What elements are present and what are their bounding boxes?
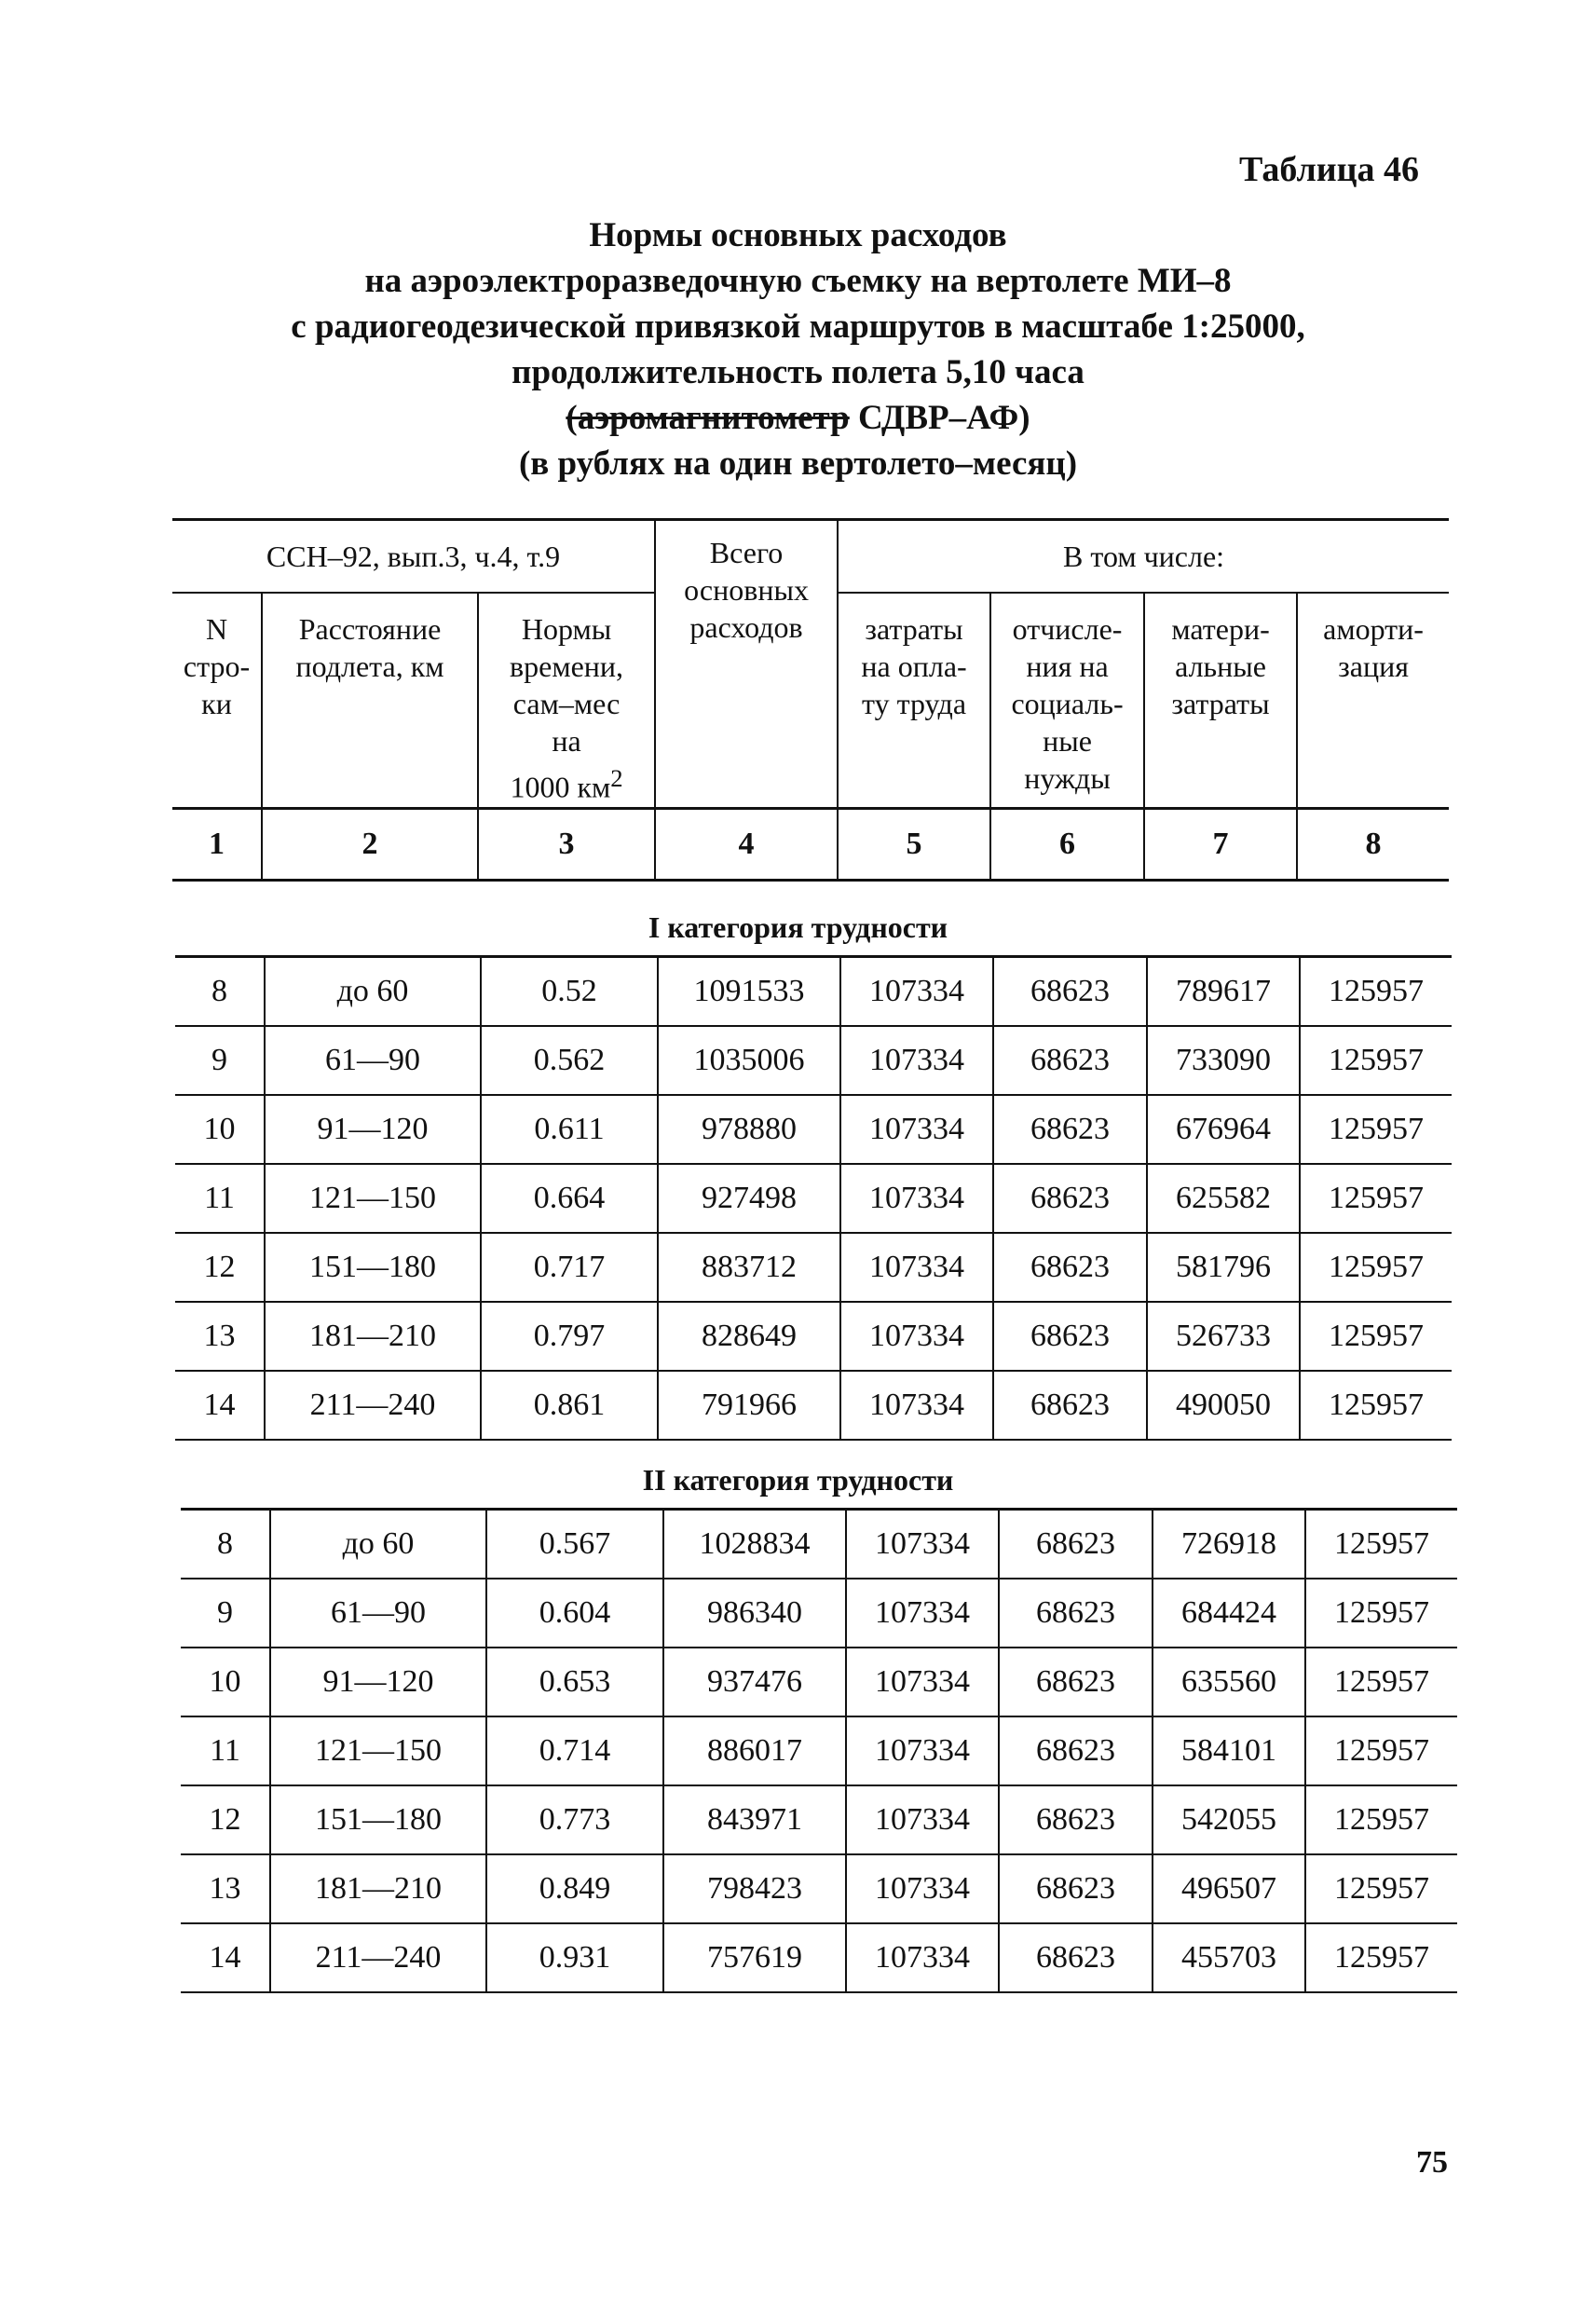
labor-cost-cell: 107334: [840, 957, 993, 1027]
header-line: аморти-: [1323, 611, 1424, 646]
total-cost-cell: 978880: [658, 1095, 840, 1164]
depreciation-cell: 125957: [1305, 1716, 1457, 1785]
depreciation-cell: 125957: [1300, 1026, 1452, 1095]
header-line: времени,: [510, 649, 624, 683]
total-cost-cell: 828649: [658, 1302, 840, 1371]
time-norm-cell: 0.604: [486, 1579, 663, 1648]
social-charges-cell: 68623: [999, 1923, 1153, 1992]
table-row: [175, 1164, 1452, 1233]
material-cost-cell: 490050: [1147, 1371, 1300, 1440]
distance-cell: 181—210: [270, 1854, 486, 1923]
header-total: [655, 520, 838, 809]
distance-cell: 121—150: [270, 1716, 486, 1785]
unit-text: 1000 км: [510, 770, 611, 804]
time-norm-cell: 0.861: [481, 1371, 658, 1440]
category-2-table: [181, 1508, 1457, 1993]
time-norm-cell: 0.52: [481, 957, 658, 1027]
time-norm-cell: 0.714: [486, 1716, 663, 1785]
total-cost-cell: 1028834: [663, 1510, 846, 1579]
social-charges-cell: 68623: [993, 1233, 1147, 1302]
table-row: [181, 1648, 1457, 1716]
row-number-cell: 11: [175, 1164, 265, 1233]
labor-cost-cell: 107334: [840, 1026, 993, 1095]
labor-cost-cell: 107334: [846, 1579, 999, 1648]
total-cost-cell: 1091533: [658, 957, 840, 1027]
distance-cell: 151—180: [265, 1233, 481, 1302]
header-depreciation: [1297, 593, 1449, 809]
labor-cost-cell: 107334: [840, 1233, 993, 1302]
table-label: Таблица 46: [1239, 150, 1420, 189]
labor-cost-cell: 107334: [846, 1648, 999, 1716]
title-line-3: с радиогеодезической привязкой маршрутов в масштабе 1:25000,: [291, 308, 1305, 346]
column-number: 1: [172, 809, 262, 881]
table-row: [181, 1510, 1457, 1579]
header-line: матери-: [1171, 611, 1270, 646]
column-number: 5: [838, 809, 990, 881]
depreciation-cell: 125957: [1305, 1510, 1457, 1579]
depreciation-cell: 125957: [1305, 1648, 1457, 1716]
labor-cost-cell: 107334: [846, 1785, 999, 1854]
header-line: затраты: [1171, 686, 1270, 720]
social-charges-cell: 68623: [999, 1854, 1153, 1923]
table-title: [0, 212, 1596, 486]
depreciation-cell: 125957: [1300, 1302, 1452, 1371]
header-total-line: расходов: [689, 610, 803, 644]
depreciation-cell: 125957: [1305, 1579, 1457, 1648]
column-number: 6: [990, 809, 1144, 881]
distance-cell: 91—120: [265, 1095, 481, 1164]
total-cost-cell: 798423: [663, 1854, 846, 1923]
distance-cell: 121—150: [265, 1164, 481, 1233]
row-number-cell: 13: [175, 1302, 265, 1371]
distance-cell: до 60: [270, 1510, 486, 1579]
row-number-cell: 8: [175, 957, 265, 1027]
header-line: на опла-: [861, 649, 967, 683]
table-row: [181, 1785, 1457, 1854]
time-norm-cell: 0.849: [486, 1854, 663, 1923]
header-line: зация: [1338, 649, 1409, 683]
distance-cell: 61—90: [265, 1026, 481, 1095]
depreciation-cell: 125957: [1300, 1371, 1452, 1440]
header-line: N: [205, 611, 228, 646]
labor-cost-cell: 107334: [840, 1164, 993, 1233]
header-line: на: [552, 723, 581, 758]
total-cost-cell: 843971: [663, 1785, 846, 1854]
distance-cell: до 60: [265, 957, 481, 1027]
header-social-charges: [990, 593, 1144, 809]
distance-cell: 211—240: [265, 1371, 481, 1440]
time-norm-cell: 0.562: [481, 1026, 658, 1095]
table-row: [175, 1095, 1452, 1164]
labor-cost-cell: 107334: [840, 1302, 993, 1371]
social-charges-cell: 68623: [999, 1785, 1153, 1854]
social-charges-cell: 68623: [999, 1579, 1153, 1648]
header-time-norms: [478, 593, 655, 809]
depreciation-cell: 125957: [1300, 1095, 1452, 1164]
table-header: [172, 518, 1449, 882]
material-cost-cell: 581796: [1147, 1233, 1300, 1302]
row-number-cell: 14: [175, 1371, 265, 1440]
depreciation-cell: 125957: [1305, 1923, 1457, 1992]
labor-cost-cell: 107334: [840, 1095, 993, 1164]
total-cost-cell: 883712: [658, 1233, 840, 1302]
header-distance: [262, 593, 478, 809]
labor-cost-cell: 107334: [846, 1854, 999, 1923]
material-cost-cell: 542055: [1153, 1785, 1305, 1854]
title-line-1: Нормы основных расходов: [589, 216, 1007, 254]
row-number-cell: 13: [181, 1854, 270, 1923]
header-line: ки: [201, 686, 232, 720]
title-line-5: [0, 395, 1596, 441]
header-line: отчисле-: [1012, 611, 1123, 646]
row-number-cell: 12: [181, 1785, 270, 1854]
material-cost-cell: 526733: [1147, 1302, 1300, 1371]
labor-cost-cell: 107334: [840, 1371, 993, 1440]
social-charges-cell: 68623: [993, 957, 1147, 1027]
header-line: Нормы: [521, 611, 612, 646]
social-charges-cell: 68623: [999, 1716, 1153, 1785]
table-row: [175, 957, 1452, 1027]
category-1-table: [175, 955, 1452, 1441]
table-row: [175, 1371, 1452, 1440]
row-number-cell: 14: [181, 1923, 270, 1992]
row-number-cell: 11: [181, 1716, 270, 1785]
header-line: социаль-: [1011, 686, 1124, 720]
material-cost-cell: 625582: [1147, 1164, 1300, 1233]
column-number: 8: [1365, 827, 1382, 861]
table-row: [181, 1579, 1457, 1648]
category-title: I категория трудности: [648, 910, 948, 944]
total-cost-cell: 791966: [658, 1371, 840, 1440]
row-number-cell: 10: [175, 1095, 265, 1164]
title-line-6: (в рублях на один вертолето–месяц): [518, 444, 1078, 483]
title-line-4: продолжительность полета 5,10 часа: [512, 353, 1084, 391]
title-line-2: на аэроэлектроразведочную съемку на вертолете МИ–8: [364, 262, 1232, 300]
time-norm-cell: 0.653: [486, 1648, 663, 1716]
material-cost-cell: 789617: [1147, 957, 1300, 1027]
time-norm-cell: 0.567: [486, 1510, 663, 1579]
time-norm-cell: 0.773: [486, 1785, 663, 1854]
social-charges-cell: 68623: [999, 1510, 1153, 1579]
table-row: [181, 1716, 1457, 1785]
material-cost-cell: 684424: [1153, 1579, 1305, 1648]
distance-cell: 91—120: [270, 1648, 486, 1716]
labor-cost-cell: 107334: [846, 1510, 999, 1579]
labor-cost-cell: 107334: [846, 1716, 999, 1785]
social-charges-cell: 68623: [993, 1026, 1147, 1095]
column-number: 3: [478, 809, 655, 881]
header-line: альные: [1175, 649, 1266, 683]
struck-text: (аэромагнитометр: [566, 399, 850, 437]
header-line: Расстояние: [298, 611, 442, 646]
depreciation-cell: 125957: [1300, 1233, 1452, 1302]
time-norm-cell: 0.931: [486, 1923, 663, 1992]
time-norm-cell: 0.717: [481, 1233, 658, 1302]
header-line: [479, 759, 654, 806]
header-line: ные: [1043, 723, 1092, 758]
depreciation-cell: 125957: [1300, 957, 1452, 1027]
header-line: подлета, км: [295, 649, 444, 683]
material-cost-cell: 676964: [1147, 1095, 1300, 1164]
depreciation-cell: 125957: [1300, 1164, 1452, 1233]
header-row-number: [172, 593, 262, 809]
header-labor-costs: [838, 593, 990, 809]
distance-cell: 181—210: [265, 1302, 481, 1371]
depreciation-cell: 125957: [1305, 1854, 1457, 1923]
header-line: сам–мес: [512, 686, 621, 720]
total-cost-cell: 1035006: [658, 1026, 840, 1095]
material-cost-cell: 635560: [1153, 1648, 1305, 1716]
social-charges-cell: 68623: [993, 1371, 1147, 1440]
page-number: 75: [1416, 2145, 1448, 2180]
social-charges-cell: 68623: [993, 1164, 1147, 1233]
time-norm-cell: 0.797: [481, 1302, 658, 1371]
column-number: 7: [1144, 809, 1297, 881]
social-charges-cell: 68623: [999, 1648, 1153, 1716]
header-line: ния на: [1026, 649, 1109, 683]
header-material-costs: [1144, 593, 1297, 809]
table-row: [181, 1923, 1457, 1992]
header-line: нужды: [1024, 760, 1111, 795]
row-number-cell: 8: [181, 1510, 270, 1579]
distance-cell: 211—240: [270, 1923, 486, 1992]
material-cost-cell: 496507: [1153, 1854, 1305, 1923]
labor-cost-cell: 107334: [846, 1923, 999, 1992]
material-cost-cell: 726918: [1153, 1510, 1305, 1579]
header-line: ту труда: [862, 686, 967, 720]
header-line: стро-: [183, 649, 251, 683]
table-row: [175, 1233, 1452, 1302]
time-norm-cell: 0.611: [481, 1095, 658, 1164]
header-group-source: ССН–92, вып.3, ч.4, т.9: [172, 520, 655, 593]
material-cost-cell: 733090: [1147, 1026, 1300, 1095]
depreciation-cell: 125957: [1305, 1785, 1457, 1854]
row-number-cell: 9: [181, 1579, 270, 1648]
header-line: затраты: [865, 611, 963, 646]
title-line-5-rest: СДВР–АФ): [849, 399, 1030, 437]
distance-cell: 151—180: [270, 1785, 486, 1854]
row-number-cell: 12: [175, 1233, 265, 1302]
category-title: II категория трудности: [642, 1463, 954, 1497]
total-cost-cell: 927498: [658, 1164, 840, 1233]
material-cost-cell: 584101: [1153, 1716, 1305, 1785]
column-number: 4: [655, 809, 838, 881]
total-cost-cell: 757619: [663, 1923, 846, 1992]
header-total-line: основных: [684, 573, 809, 607]
total-cost-cell: 986340: [663, 1579, 846, 1648]
header-group-breakdown: В том числе:: [838, 520, 1449, 593]
row-number-cell: 10: [181, 1648, 270, 1716]
material-cost-cell: 455703: [1153, 1923, 1305, 1992]
total-cost-cell: 937476: [663, 1648, 846, 1716]
social-charges-cell: 68623: [993, 1095, 1147, 1164]
table-row: [181, 1854, 1457, 1923]
time-norm-cell: 0.664: [481, 1164, 658, 1233]
table-row: [175, 1026, 1452, 1095]
column-number: 2: [262, 809, 478, 881]
social-charges-cell: 68623: [993, 1302, 1147, 1371]
table-row: [175, 1302, 1452, 1371]
total-cost-cell: 886017: [663, 1716, 846, 1785]
distance-cell: 61—90: [270, 1579, 486, 1648]
unit-exponent: 2: [610, 763, 623, 792]
header-total-line: Всего: [709, 536, 784, 569]
row-number-cell: 9: [175, 1026, 265, 1095]
